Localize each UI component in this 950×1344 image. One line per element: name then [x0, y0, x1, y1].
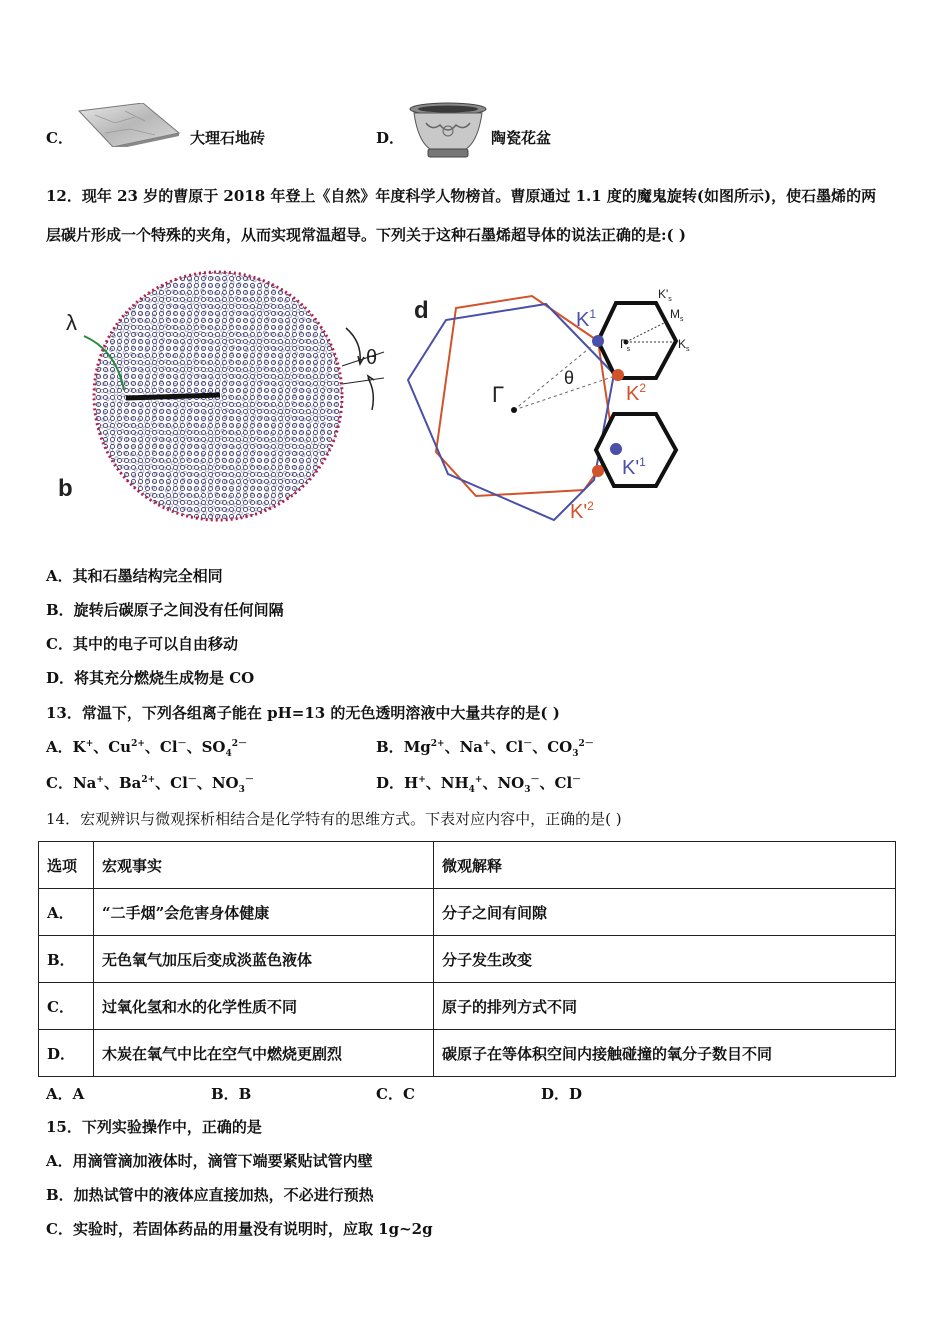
k2-sup: 2: [639, 381, 647, 395]
ms-label: M: [670, 307, 680, 321]
svg-text:K's: [658, 287, 672, 303]
q15-option-c: C．实验时，若固体药品的用量没有说明时，应取 1g~2g: [46, 1220, 433, 1238]
svg-text:Ms: [670, 307, 684, 323]
q11-option-c-text: 大理石地砖: [190, 129, 266, 147]
k1-sup: 1: [589, 307, 597, 321]
gamma-s-label: Γ: [620, 337, 627, 351]
table-header-cell: 微观解释: [434, 842, 896, 889]
ks-prime-sub: s: [668, 296, 672, 303]
ks-label: K: [678, 337, 687, 351]
theta-left-label: θ: [366, 347, 378, 369]
marble-tile-image: [75, 103, 181, 147]
table-cell: C．: [39, 983, 94, 1030]
table-cell: “二手烟”会危害身体健康: [94, 889, 434, 936]
q15-stem: 15．下列实验操作中，正确的是: [46, 1118, 262, 1136]
graphene-twist-figure: [46, 268, 706, 536]
table-cell: 木炭在氧气中比在空气中燃烧更剧烈: [94, 1030, 434, 1077]
ks-prime-label: K': [658, 287, 669, 301]
svg-text:K1: [576, 307, 596, 331]
lambda-label: λ: [66, 310, 77, 335]
svg-text:K2: [626, 381, 646, 405]
q13-option-a: A．K+、$Cu^{2+}$、Cl－、$SO_4^{2-}$: [46, 738, 247, 759]
kp1-label: K': [622, 457, 640, 479]
table-cell: B．: [39, 936, 94, 983]
q14-answer-c: C．C: [376, 1085, 415, 1103]
q15-option-a: A．用滴管滴加液体时，滴管下端要紧贴试管内壁: [46, 1152, 373, 1170]
k1-label: K: [576, 309, 590, 331]
q14-table: [38, 841, 896, 1077]
q15-option-b: B．加热试管中的液体应直接加热，不必进行预热: [46, 1186, 374, 1204]
ceramic-flowerpot-image: [408, 101, 488, 159]
q13-option-d: D．H+、$NH_4^+$、$NO_3^-$、Cl－: [376, 774, 582, 795]
gamma-s-sub: s: [626, 346, 631, 353]
table-row: [39, 1030, 896, 1077]
theta-right-label: θ: [564, 368, 575, 388]
svg-text:Ks: [678, 337, 690, 353]
table-header-row: [39, 842, 896, 889]
panel-b-label: b: [58, 475, 73, 502]
table-cell: D．: [39, 1030, 94, 1077]
gamma-label: Γ: [492, 382, 505, 407]
q12-stem-line1: 12．现年 23 岁的曹原于 2018 年登上《自然》年度科学人物榜首。曹原通过 1.1 度的魔鬼旋转(如图所示)，使石墨烯的两: [46, 187, 877, 205]
k2-label: K: [626, 383, 640, 405]
table-cell: 分子之间有间隙: [434, 889, 896, 936]
table-row: [39, 936, 896, 983]
panel-d: [408, 287, 690, 523]
q11-option-d-letter: D．: [376, 129, 405, 147]
q12-option-d: D．将其充分燃烧生成物是 CO: [46, 669, 255, 687]
q12-option-b: B．旋转后碳原子之间没有任何间隔: [46, 601, 284, 619]
q14-answer-a: A．A: [46, 1085, 85, 1103]
table-cell: 分子发生改变: [434, 936, 896, 983]
table-cell: 原子的排列方式不同: [434, 983, 896, 1030]
kp1-sup: 1: [639, 455, 646, 469]
q13-option-b: B．$Mg^{2+}$、Na+、Cl－、$CO_3^{2-}$: [376, 738, 594, 759]
table-header-cell: 选项: [39, 842, 94, 889]
table-cell: 无色氧气加压后变成淡蓝色液体: [94, 936, 434, 983]
panel-b: [58, 272, 384, 520]
q14-stem: 14．宏观辨识与微观探析相结合是化学特有的思维方式。下表对应内容中，正确的是( ): [46, 810, 622, 828]
table-header-cell: 宏观事实: [94, 842, 434, 889]
panel-d-label: d: [414, 297, 429, 324]
table-row: [39, 983, 896, 1030]
table-cell: 碳原子在等体积空间内接触碰撞的氧分子数目不同: [434, 1030, 896, 1077]
table-cell: A．: [39, 889, 94, 936]
q14-answer-d: D．D: [541, 1085, 583, 1103]
q11-option-d-text: 陶瓷花盆: [491, 129, 552, 147]
table-cell: 过氧化氢和水的化学性质不同: [94, 983, 434, 1030]
q12-stem-line2: 层碳片形成一个特殊的夹角，从而实现常温超导。下列关于这种石墨烯超导体的说法正确的是:( ): [46, 226, 686, 244]
q14-answer-b: B．B: [211, 1085, 252, 1103]
svg-text:K'2: [570, 499, 594, 523]
ks-sub: s: [686, 346, 690, 353]
q13-option-c: C．Na+、$Ba^{2+}$、Cl－、$NO_3^-$: [46, 774, 254, 795]
table-row: [39, 889, 896, 936]
q12-option-c: C．其中的电子可以自由移动: [46, 635, 238, 653]
q11-option-c-letter: C．: [46, 129, 73, 147]
kp2-sup: 2: [587, 499, 594, 513]
ms-sub: s: [680, 316, 684, 323]
kp2-label: K': [570, 501, 588, 523]
q12-option-a: A．其和石墨结构完全相同: [46, 567, 223, 585]
q13-stem: 13．常温下，下列各组离子能在 pH=13 的无色透明溶液中大量共存的是( ): [46, 704, 560, 722]
